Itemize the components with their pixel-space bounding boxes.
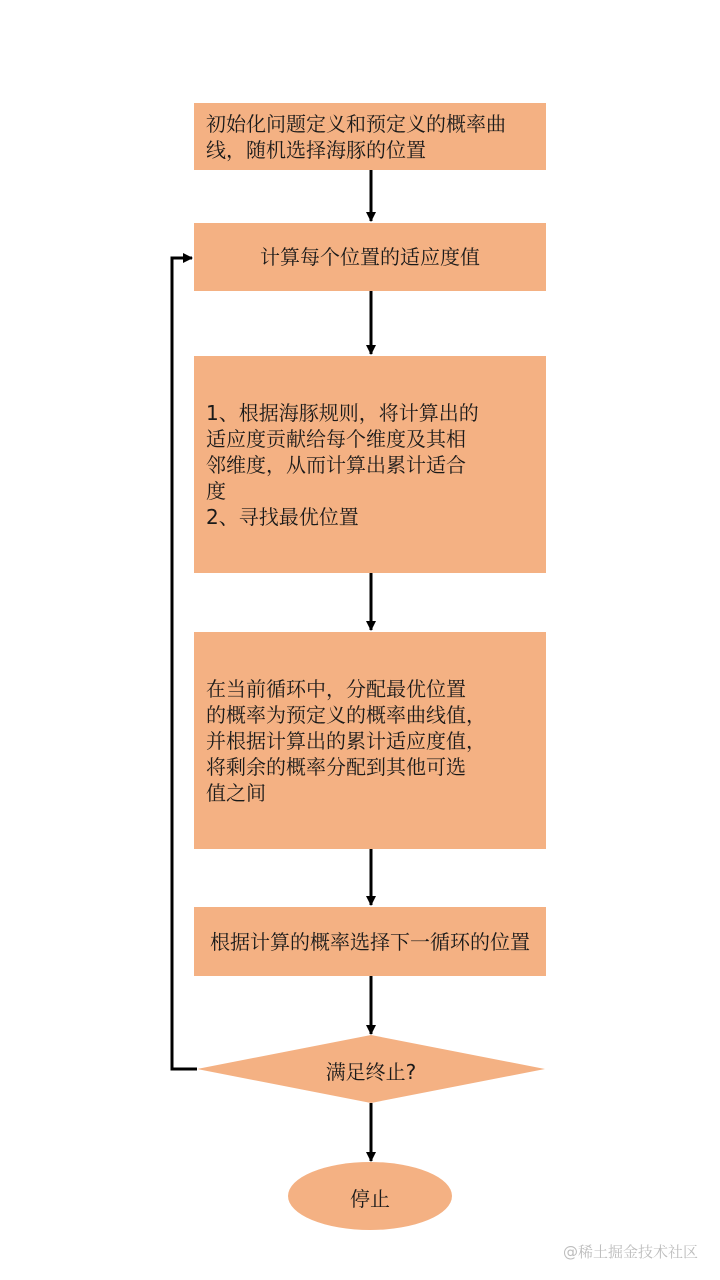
step-fitness [194,223,546,291]
step-fitness-text: 计算每个位置的适应度值 [260,245,480,269]
step-select-next-text: 根据计算的概率选择下一循环的位置 [210,929,530,954]
watermark: @稀土掘金技术社区 [562,1243,698,1261]
step-probability [194,632,546,849]
step-dolphin-rules [194,356,546,573]
decision-label: 满足终止? [325,1060,417,1084]
end-label: 停止 [350,1187,390,1211]
step-dolphin-rules-text: 1、根据海豚规则，将计算出的 适应度贡献给每个维度及其相 邻维度，从而计算出累计适合 度 2、寻找最优位置 [206,400,479,529]
step-probability-text: 在当前循环中，分配最优位置 的概率为预定义的概率曲线值， 并根据计算出的累计适应度值， 将剩余的概率分配到其他可选 值之间 [206,676,486,805]
step-select-next [194,907,546,976]
step-init [194,103,546,170]
step-init-text: 初始化问题定义和预定义的概率曲线，随机选择海豚的位置 [206,111,506,162]
